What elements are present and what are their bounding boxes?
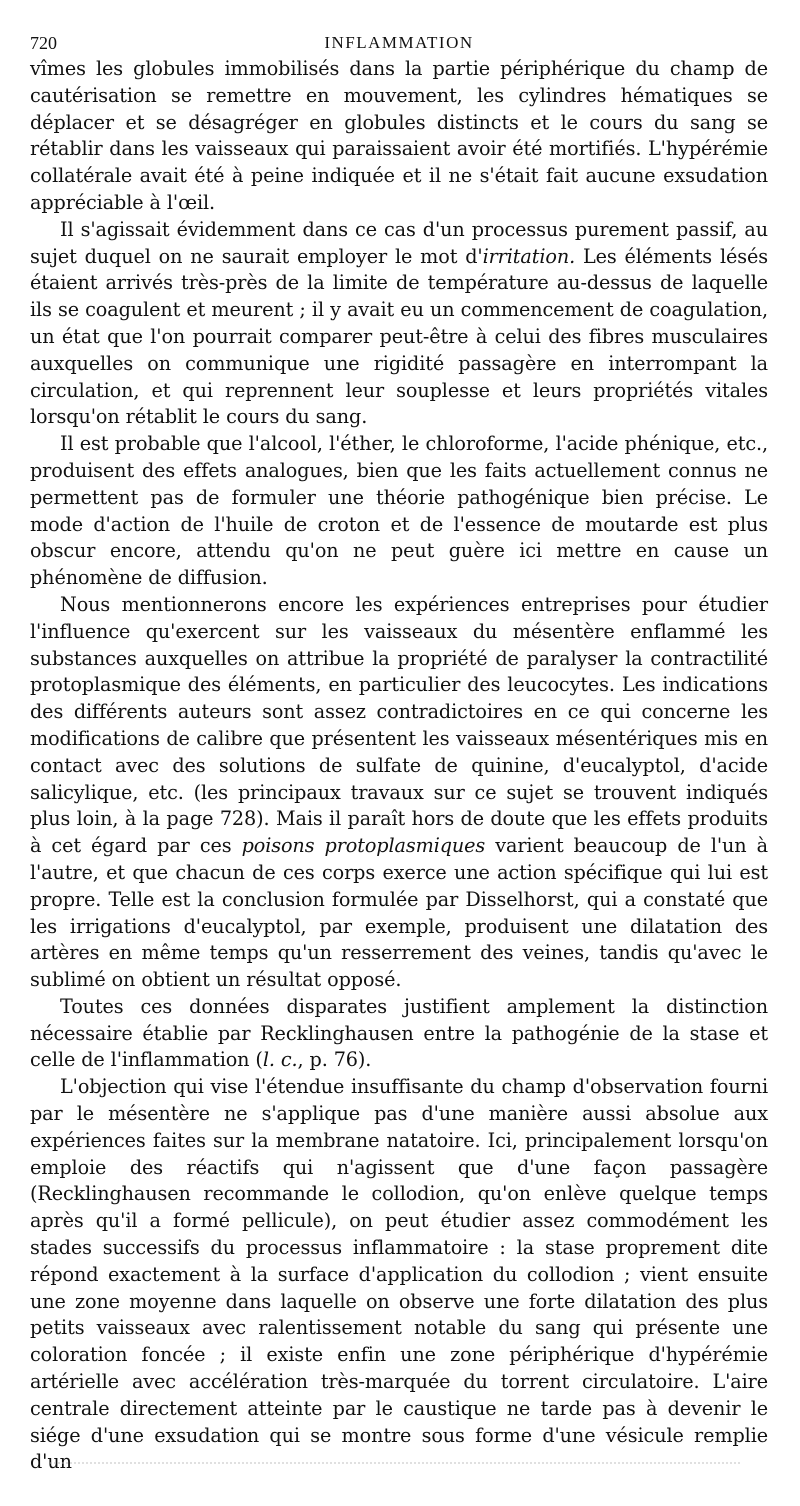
paragraph-4 bbox=[30, 592, 768, 994]
running-head bbox=[30, 0, 768, 56]
paragraph-2-italic: irritation. bbox=[482, 244, 576, 268]
paragraph-5-text-a: Toutes ces données disparates justifient amplement la distinction nécessaire établie par Recklinghausen entre la pathogénie de la stase et celle de l'inflammation ( bbox=[30, 994, 768, 1072]
running-title: INFLAMMATION bbox=[324, 33, 474, 52]
paragraph-3 bbox=[30, 431, 768, 592]
paragraph-2-text-b: Les éléments lésés étaient arrivés très-près de la limite de température au-dessus de laquelle ils se coagulent et meurent ; il y avait eu un commencement de coagulation, un état que l'on pourrait comparer peut-être à celui des fibres musculaires auxquelles on communique une rigidité passagère en interrompant la circulation, et qui reprennent leur souplesse et leurs propriétés vitales lorsqu'on rétablit le cours du sang. bbox=[30, 244, 768, 429]
body-text bbox=[30, 56, 768, 1476]
paragraph-1 bbox=[30, 56, 768, 217]
bleed-through-marks bbox=[50, 1462, 740, 1468]
book-page bbox=[30, 0, 768, 1476]
paragraph-4-text-b: varient beaucoup de l'un à l'autre, et que chacun de ces corps exerce une action spécifique qui lui est propre. Telle est la conclusion formulée par Disselhorst, qui a constaté que les irrigations d'eucalyptol, par exemple, produisent une dilatation des artères en même temps qu'un resserrement des veines, tandis qu'avec le sublimé on obtient un résultat opposé. bbox=[30, 834, 768, 992]
paragraph-5 bbox=[30, 994, 768, 1074]
paragraph-4-text-a: Nous mentionnerons encore les expériences entreprises pour étudier l'influence qu'exercent sur les vaisseaux du mésentère enflammé les substances auxquelles on attribue la propriété de paralyser la contractilité protoplasmique des éléments, en particulier des leucocytes. Les indications des différents auteurs sont assez contradictoires en ce qui concerne les modifications de calibre que présentent les vaisseaux mésentériques mis en contact avec des solutions de sulfate de quinine, d'eucalyptol, d'acide salicylique, etc. (les principaux travaux sur ce sujet se trouvent indiqués plus loin, à la page 728). Mais il paraît hors de doute que les effets produits à cet égard par ces bbox=[30, 592, 768, 858]
page-number: 720 bbox=[30, 33, 57, 53]
paragraph-2 bbox=[30, 217, 768, 431]
paragraph-5-italic: l. c. bbox=[262, 1048, 298, 1072]
paragraph-6 bbox=[30, 1074, 768, 1476]
paragraph-2-text-a: Il s'agissait évidemment dans ce cas d'un processus purement passif, au sujet duquel on ne saurait employer le mot d' bbox=[30, 217, 768, 268]
paragraph-3-text: Il est probable que l'alcool, l'éther, le chloroforme, l'acide phénique, etc., produisent des effets analogues, bien que les faits actuellement connus ne permettent pas de formuler une théorie pathogénique bien précise. Le mode d'action de l'huile de croton et de l'essence de moutarde est plus obscur encore, attendu qu'on ne peut guère ici mettre en cause un phénomène de diffusion. bbox=[30, 432, 768, 590]
paragraph-5-text-b: , p. 76). bbox=[297, 1048, 372, 1072]
paragraph-6-text: L'objection qui vise l'étendue insuffisante du champ d'observation fourni par le mésentère ne s'applique pas d'une manière aussi absolue aux expériences faites sur la membrane natatoire. Ici, principalement lorsqu'on emploie des réactifs qui n'agissent que d'une façon passagère (Recklinghausen recommande le collodion, qu'on enlève quelque temps après qu'il a formé pellicule), on peut étudier assez commodément les stades successifs du processus inflammatoire : la stase proprement dite répond exactement à la surface d'application du collodion ; vient ensuite une zone moyenne dans laquelle on observe une forte dilatation des plus petits vaisseaux avec ralentissement notable du sang qui présente une coloration foncée ; il existe enfin une zone périphérique d'hypérémie artérielle avec accélération très-marquée du torrent circulatoire. L'aire centrale directement atteinte par le caustique ne tarde pas à devenir le siége d'une exsudation qui se montre sous forme d'une vésicule remplie d'un bbox=[30, 1075, 768, 1474]
paragraph-1-text: vîmes les globules immobilisés dans la partie périphérique du champ de cautérisation se remettre en mouvement, les cylindres hématiques se déplacer et se désagréger en globules distincts et le cours du sang se rétablir dans les vaisseaux qui paraissaient avoir été mortifiés. L'hypérémie collatérale avait été à peine indiquée et il ne s'était fait aucune exsudation appréciable à l'œil. bbox=[30, 57, 768, 214]
paragraph-4-italic: poisons protoplasmiques bbox=[241, 834, 486, 858]
